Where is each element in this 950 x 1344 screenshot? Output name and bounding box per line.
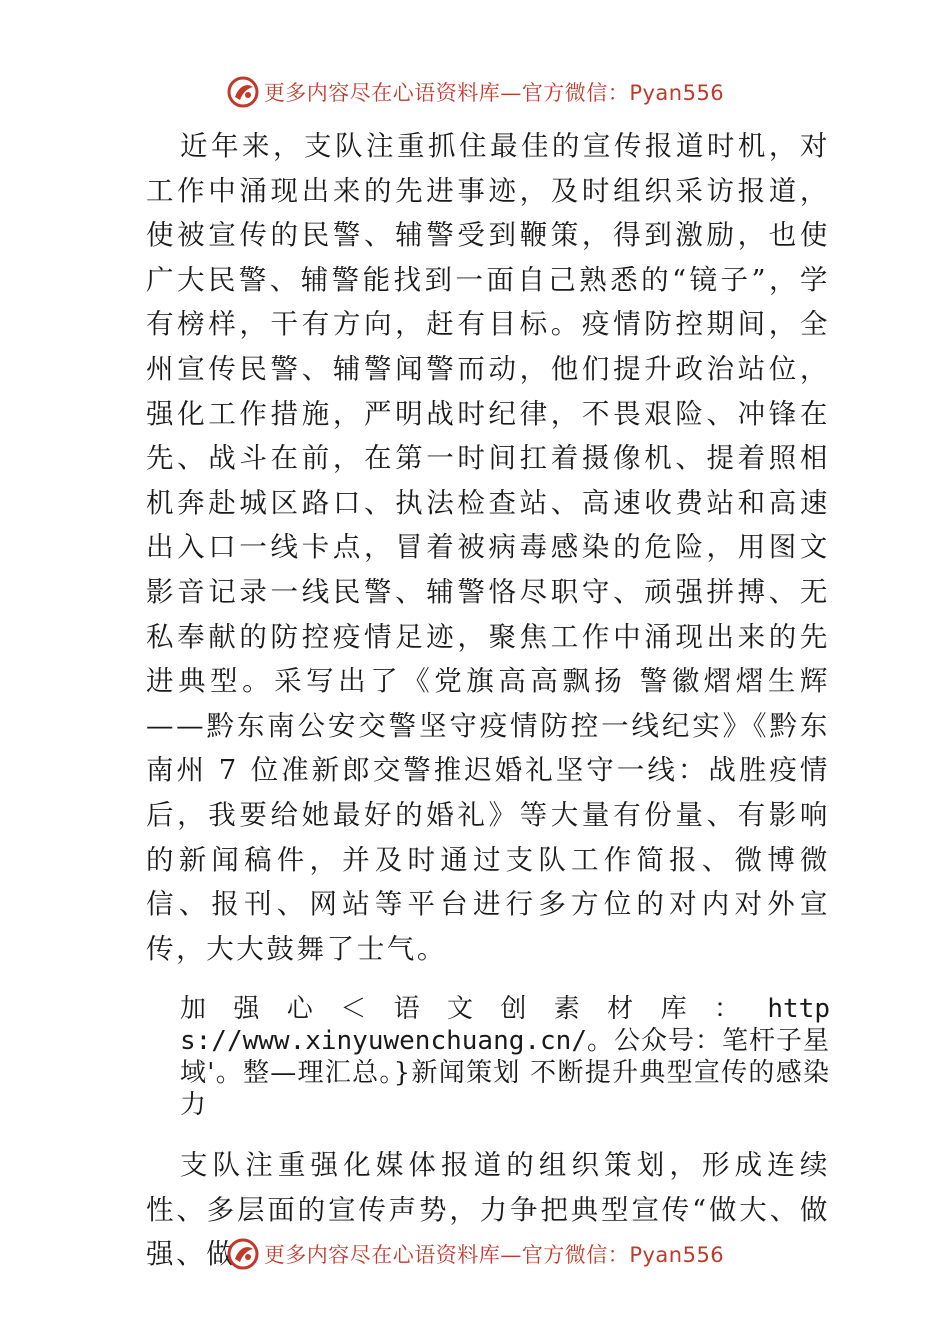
footer-banner [0, 1234, 950, 1274]
document-body [146, 124, 830, 1277]
banner-text: 更多内容尽在心语资料库—官方微信：Pyan556 [263, 81, 725, 105]
logo-icon [226, 1237, 260, 1271]
header-banner [0, 72, 950, 112]
section-heading: 加强心＜语文创素材库：https://www.xinyuwenchuang.cn/。公众号：笔杆子星域'。整—理汇总。}新闻策划 不断提升典型宣传的感染力 [180, 994, 831, 1121]
paragraph-2: 支队注重强化媒体报道的组织策划，形成连续性、多层面的宣传声势，力争把典型宣传“做大、做强、做 [146, 1149, 830, 1271]
banner-text: 更多内容尽在心语资料库—官方微信：Pyan556 [263, 1243, 725, 1267]
paragraph-1: 近年来，支队注重抓住最佳的宣传报道时机，对工作中涌现出来的先进事迹，及时组织采访报道，使被宣传的民警、辅警受到鞭策，得到激励，也使广大民警、辅警能找到一面自己熟悉的“镜子”，学有榜样，干有方向，赶有目标。疫情防控期间，全州宣传民警、辅警闻警而动，他们提升政治站位，强化工作措施，严明战时纪律，不畏艰险、冲锋在先、战斗在前，在第一时间扛着摄像机、提着照相机奔赴城区路口、执法检查站、高速收费站和高速出入口一线卡点，冒着被病毒感染的危险，用图文影音记录一线民警、辅警恪尽职守、顽强拼搏、无私奉献的防控疫情足迹，聚焦工作中涌现出来的先进典型。采写出了《党旗高高飘扬 警徽熠熠生辉——黔东南公安交警坚守疫情防控一线纪实》《黔东南州 7 位准新郎交警推迟婚礼坚守一线：战胜疫情后，我要给她最好的婚礼》等大量有份量、有影响的新闻稿件，并及时通过支队工作简报、微博微信、报刊、网站等平台进行多方位的对内对外宣传，大大鼓舞了士气。 [146, 130, 830, 965]
logo-icon [226, 75, 260, 109]
